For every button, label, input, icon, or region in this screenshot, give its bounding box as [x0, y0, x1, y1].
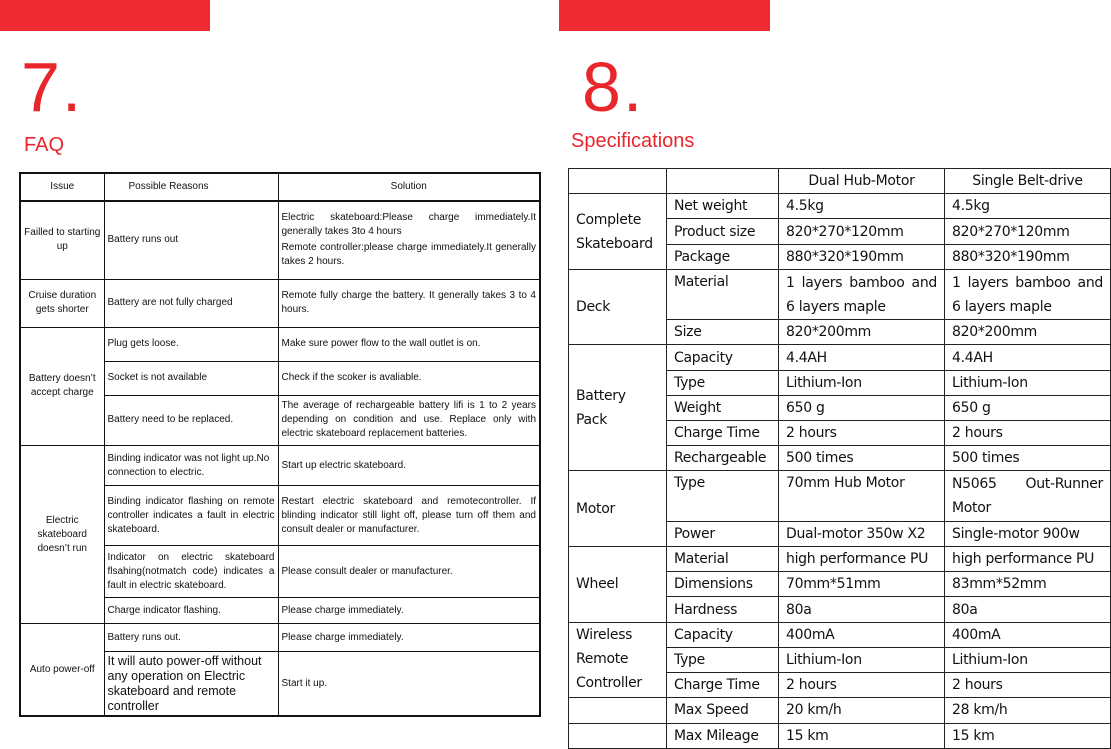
specs-label: Capacity — [667, 622, 779, 647]
specs-single-value: 28 km/h — [945, 698, 1111, 723]
specs-dual-value: 70mm*51mm — [779, 572, 945, 597]
specs-dual-value: 2 hours — [779, 421, 945, 446]
specs-row — [569, 723, 1111, 749]
specs-header-blank — [667, 169, 779, 194]
faq-reason: Charge indicator flashing. — [104, 598, 278, 624]
specs-category: Motor — [569, 471, 667, 547]
specs-label: Max Speed — [667, 698, 779, 723]
specs-label: Charge Time — [667, 421, 779, 446]
specs-dual-value: 500 times — [779, 446, 945, 471]
faq-reason: Socket is not available — [104, 361, 278, 395]
specs-row — [569, 345, 1111, 370]
specs-dual-value: Lithium-Ion — [779, 647, 945, 672]
specs-row — [569, 547, 1111, 572]
specs-single-value: 2 hours — [945, 673, 1111, 698]
specs-category: Wheel — [569, 547, 667, 623]
specs-dual-value: Lithium-Ion — [779, 370, 945, 395]
specs-dual-value: 4.4AH — [779, 345, 945, 370]
specs-label: Type — [667, 647, 779, 672]
faq-reason: Battery runs out — [104, 201, 278, 279]
specs-dual-value: 15 km — [779, 723, 945, 749]
specs-label: Package — [667, 244, 779, 269]
specs-label: Dimensions — [667, 572, 779, 597]
faq-reason: Plug gets loose. — [104, 327, 278, 361]
faq-row — [20, 624, 540, 652]
right-accent-bar — [559, 0, 770, 31]
specs-label: Material — [667, 269, 779, 319]
specs-dual-value: 400mA — [779, 622, 945, 647]
specs-header-dual: Dual Hub-Motor — [779, 169, 945, 194]
specs-category: Complete Skateboard — [569, 194, 667, 270]
faq-row — [20, 201, 540, 279]
faq-row — [20, 327, 540, 361]
specs-dual-value: high performance PU — [779, 547, 945, 572]
specs-label: Power — [667, 521, 779, 546]
specs-dual-value: 880*320*190mm — [779, 244, 945, 269]
faq-reason: Binding indicator was not light up.No connection to electric. — [104, 445, 278, 485]
specs-table — [568, 168, 1111, 749]
faq-row — [20, 279, 540, 327]
left-accent-bar — [0, 0, 210, 31]
faq-title: FAQ — [24, 134, 65, 156]
faq-header-issue: Issue — [20, 173, 104, 201]
specs-single-value: 880*320*190mm — [945, 244, 1111, 269]
specs-title: Specifications — [571, 130, 695, 152]
specs-single-value: high performance PU — [945, 547, 1111, 572]
faq-solution-line: Remote controller:please charge immediately.It generally takes 2 hours. — [281, 242, 536, 268]
specs-header-blank — [569, 169, 667, 194]
specs-row — [569, 698, 1111, 723]
specs-category: Wireless Remote Controller — [569, 622, 667, 698]
specs-dual-value: 820*200mm — [779, 320, 945, 345]
specs-category — [569, 698, 667, 723]
specs-dual-value: 650 g — [779, 395, 945, 420]
faq-row — [20, 445, 540, 485]
specs-single-value: 1 layers bamboo and 6 layers maple — [945, 269, 1111, 319]
faq-solution: Please charge immediately. — [278, 598, 540, 624]
specs-dual-value: 820*270*120mm — [779, 219, 945, 244]
specs-single-value: 820*200mm — [945, 320, 1111, 345]
specs-dual-value: 2 hours — [779, 673, 945, 698]
section-number-specs: 8. — [582, 48, 645, 126]
specs-single-value: 2 hours — [945, 421, 1111, 446]
specs-single-value: 400mA — [945, 622, 1111, 647]
specs-row — [569, 269, 1111, 319]
faq-issue: Electric skateboard doesn’t run — [20, 445, 104, 623]
faq-solution: Please consult dealer or manufacturer. — [278, 546, 540, 598]
specs-label: Hardness — [667, 597, 779, 622]
specs-label: Weight — [667, 395, 779, 420]
specs-single-value: 80a — [945, 597, 1111, 622]
specs-dual-value: Dual-motor 350w X2 — [779, 521, 945, 546]
specs-label: Size — [667, 320, 779, 345]
specs-row — [569, 471, 1111, 521]
specs-label: Type — [667, 471, 779, 521]
faq-solution: Start up electric skateboard. — [278, 445, 540, 485]
faq-solution: Start it up. — [278, 652, 540, 716]
faq-solution: Restart electric skateboard and remotecontroller. If blinding indicator still light off, please turn off them and consult dealer or manufacturer. — [278, 486, 540, 546]
faq-reason: It will auto power-off without any operation on Electric skateboard and remote controller — [104, 652, 278, 716]
section-number-faq: 7. — [21, 48, 84, 126]
faq-solution: Remote fully charge the battery. It generally takes 3 to 4 hours. — [278, 279, 540, 327]
specs-row — [569, 194, 1111, 219]
specs-header-single: Single Belt-drive — [945, 169, 1111, 194]
specs-label: Net weight — [667, 194, 779, 219]
specs-label: Rechargeable — [667, 446, 779, 471]
specs-dual-value: 1 layers bamboo and 6 layers maple — [779, 269, 945, 319]
faq-header-row — [20, 173, 540, 201]
specs-category — [569, 723, 667, 749]
specs-single-value: 15 km — [945, 723, 1111, 749]
faq-solution — [278, 201, 540, 279]
faq-solution: Make sure power flow to the wall outlet is on. — [278, 327, 540, 361]
faq-issue: Failled to starting up — [20, 201, 104, 279]
faq-header-solution: Solution — [278, 173, 540, 201]
specs-label: Charge Time — [667, 673, 779, 698]
specs-dual-value: 70mm Hub Motor — [779, 471, 945, 521]
specs-label: Capacity — [667, 345, 779, 370]
specs-single-value: Lithium-Ion — [945, 370, 1111, 395]
faq-table — [19, 172, 541, 717]
faq-solution-line: Electric skateboard:Please charge immediately.It generally takes 3to 4 hours — [281, 212, 536, 238]
specs-dual-value: 4.5kg — [779, 194, 945, 219]
specs-single-value: Lithium-Ion — [945, 647, 1111, 672]
specs-label: Max Mileage — [667, 723, 779, 749]
specs-label: Material — [667, 547, 779, 572]
faq-issue: Cruise duration gets shorter — [20, 279, 104, 327]
specs-label: Type — [667, 370, 779, 395]
specs-dual-value: 20 km/h — [779, 698, 945, 723]
faq-reason: Battery are not fully charged — [104, 279, 278, 327]
specs-label: Product size — [667, 219, 779, 244]
specs-single-value: 820*270*120mm — [945, 219, 1111, 244]
specs-single-value: N5065 Out-Runner Motor — [945, 471, 1111, 521]
faq-solution: Check if the scoker is avaliable. — [278, 361, 540, 395]
specs-single-value: 4.4AH — [945, 345, 1111, 370]
specs-single-value: 650 g — [945, 395, 1111, 420]
specs-category: Battery Pack — [569, 345, 667, 471]
specs-single-value: 4.5kg — [945, 194, 1111, 219]
faq-issue: Auto power-off — [20, 624, 104, 716]
specs-single-value: 500 times — [945, 446, 1111, 471]
faq-reason: Binding indicator flashing on remote controller indicates a fault in electric skateboard. — [104, 486, 278, 546]
faq-issue: Battery doesn’t accept charge — [20, 327, 104, 445]
faq-reason: Indicator on electric skateboard flsahing(notmatch code) indicates a fault in electric skateboard. — [104, 546, 278, 598]
specs-category: Deck — [569, 269, 667, 345]
specs-single-value: 83mm*52mm — [945, 572, 1111, 597]
faq-solution: Please charge immediately. — [278, 624, 540, 652]
specs-row — [569, 622, 1111, 647]
specs-dual-value: 80a — [779, 597, 945, 622]
specs-single-value: Single-motor 900w — [945, 521, 1111, 546]
specs-header-row — [569, 169, 1111, 194]
faq-reason: Battery need to be replaced. — [104, 395, 278, 445]
faq-header-reasons: Possible Reasons — [104, 173, 278, 201]
faq-solution: The average of rechargeable battery lifi is 1 to 2 years depending on condition and use. Replace only with electric skateboard replacement batteries. — [278, 395, 540, 445]
faq-reason: Battery runs out. — [104, 624, 278, 652]
